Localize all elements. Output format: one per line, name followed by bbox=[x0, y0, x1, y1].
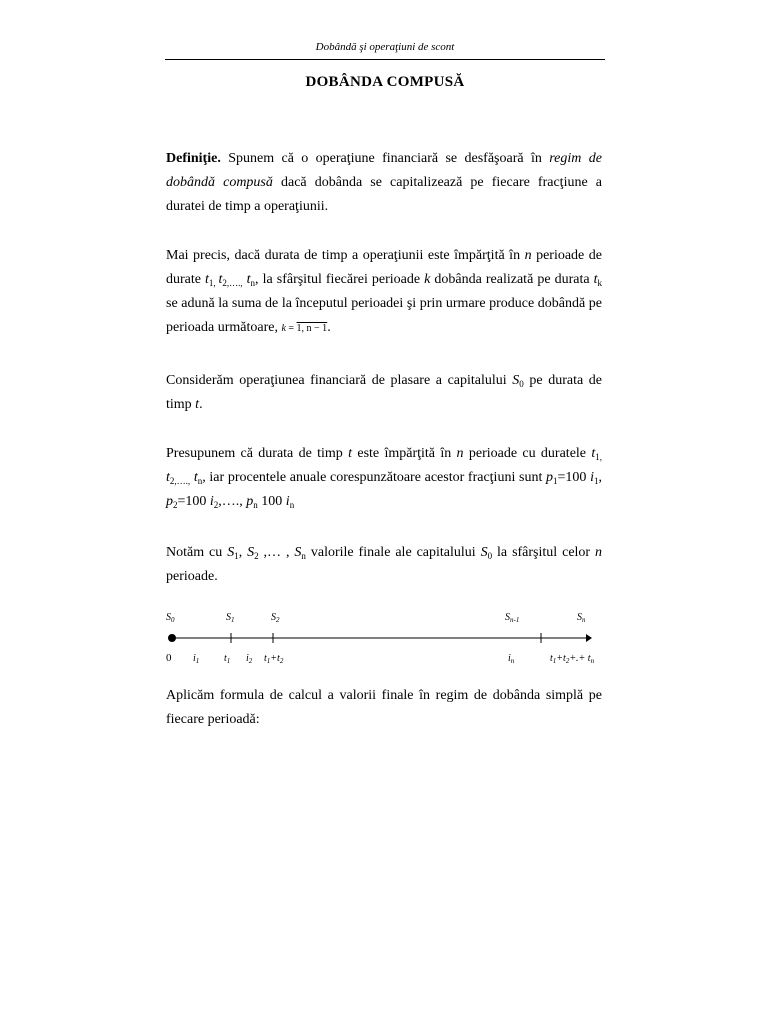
label-Sn: $S_n$ bbox=[577, 612, 586, 624]
label-zero: 0 bbox=[166, 652, 172, 664]
label-i2: $i_2$ bbox=[246, 653, 253, 665]
header-divider bbox=[165, 59, 605, 60]
paragraph-capital bbox=[166, 369, 602, 417]
label-S1: $S_1$ bbox=[226, 612, 235, 624]
definition-text-end: dacă dobânda se capitalizează pe fiecare fracţiune a duratei de timp a operaţiunii. bbox=[166, 175, 602, 214]
var-in: i bbox=[285, 494, 290, 509]
var-S0: S bbox=[512, 373, 520, 388]
text: , bbox=[598, 470, 602, 485]
text: Presupunem că durata de timp bbox=[166, 446, 349, 461]
timeline-origin-dot bbox=[168, 634, 176, 642]
text: . bbox=[199, 397, 203, 412]
subscript: k bbox=[597, 278, 602, 288]
text: , la sfârşitul fiecărei perioade bbox=[255, 272, 425, 287]
var-n: n bbox=[456, 446, 464, 461]
subscript: 2 bbox=[213, 500, 219, 510]
var-p1: p bbox=[546, 470, 554, 485]
var-S2: S bbox=[247, 545, 255, 560]
text: , iar procentele anuale corespunzătoare acestor fracţiuni sunt bbox=[202, 470, 547, 485]
var-tk: t bbox=[593, 272, 598, 287]
var-p2: p bbox=[166, 494, 173, 509]
text: Mai precis, dacă durata de timp a operaţiunii este împărţită în bbox=[166, 248, 525, 263]
text: perioade de durate bbox=[166, 248, 602, 287]
var-tn: t bbox=[242, 272, 251, 287]
subscript: 2,…., bbox=[222, 278, 243, 288]
label-S2: $S_2$ bbox=[271, 612, 280, 624]
definition-term: regim de dobândă compusă bbox=[166, 151, 602, 190]
subscript: 2 bbox=[173, 500, 178, 510]
subscript: 1 bbox=[553, 476, 558, 486]
range-var: k bbox=[281, 323, 286, 334]
subscript: 1 bbox=[594, 476, 599, 486]
label-Sn-1: $S_{n-1}$ bbox=[505, 612, 520, 624]
text: dobânda realizată pe durata bbox=[430, 272, 594, 287]
k-range bbox=[281, 323, 327, 334]
subscript: 2 bbox=[254, 551, 259, 561]
label-t1: $t_1$ bbox=[224, 653, 231, 665]
definition-label: Definiţie. bbox=[166, 151, 221, 166]
var-S0: S bbox=[480, 545, 488, 560]
var-t2: t bbox=[218, 272, 223, 287]
var-pn: p bbox=[246, 494, 254, 509]
timeline-diagram bbox=[160, 600, 610, 670]
subscript: 0 bbox=[487, 551, 493, 561]
paragraph-durations bbox=[166, 442, 602, 514]
var-n: n bbox=[524, 248, 532, 263]
text: este împărţită în bbox=[357, 446, 457, 461]
subscript: 1 bbox=[234, 551, 239, 561]
text: la sfârşitul celor bbox=[492, 545, 596, 560]
text: =100 bbox=[177, 494, 210, 509]
text: 100 bbox=[257, 494, 286, 509]
paragraph-final-values bbox=[166, 541, 602, 589]
var-i1: i bbox=[590, 470, 594, 485]
text: se adună la suma de la începutul perioadei şi prin urmare produce dobândă pe perioada următoare, bbox=[166, 296, 602, 335]
subscript: 1, bbox=[595, 452, 602, 462]
subscript: 0 bbox=[519, 379, 524, 389]
subscript: n bbox=[301, 551, 306, 561]
text: perioade cu duratele bbox=[468, 446, 592, 461]
var-tn: t bbox=[190, 470, 198, 485]
text: pe durata de timp bbox=[166, 373, 602, 412]
definition-paragraph bbox=[166, 147, 602, 219]
var-t1: t bbox=[205, 272, 209, 287]
label-sum-t: $t_1+t_2+.+ t_n$ bbox=[550, 653, 595, 665]
subscript: 2,…., bbox=[169, 476, 191, 486]
text: valorile finale ale capitalului bbox=[305, 545, 481, 560]
var-t2: t bbox=[166, 470, 170, 485]
label-t1-plus-t2: $t_1+t_2$ bbox=[264, 653, 284, 665]
label-S0: $S_0$ bbox=[166, 612, 175, 624]
var-n: n bbox=[595, 545, 603, 560]
text: Considerăm operaţiunea financiară de plasare a capitalului bbox=[166, 373, 513, 388]
range-eq: = bbox=[285, 323, 297, 334]
var-S1: S bbox=[227, 545, 235, 560]
var-t: t bbox=[195, 397, 200, 412]
text: , bbox=[238, 545, 248, 560]
paragraph-periods bbox=[166, 244, 602, 341]
subscript: n bbox=[253, 500, 258, 510]
subscript: n bbox=[250, 278, 256, 288]
var-k: k bbox=[424, 272, 431, 287]
var-i2: i bbox=[209, 494, 214, 509]
var-t1: t bbox=[591, 446, 596, 461]
label-i1: $i_1$ bbox=[193, 653, 200, 665]
page-title: DOBÂNDA COMPUSĂ bbox=[305, 74, 465, 90]
running-header: Dobândă şi operaţiuni de scont bbox=[315, 41, 455, 53]
text: =100 bbox=[557, 470, 591, 485]
var-Sn: S bbox=[294, 545, 302, 560]
label-in: $i_n$ bbox=[508, 653, 515, 665]
timeline-arrow-icon bbox=[586, 634, 592, 642]
range-value: 1, n − 1 bbox=[296, 323, 328, 334]
text: ,…., bbox=[218, 494, 247, 509]
text: . bbox=[327, 320, 331, 335]
subscript: 1, bbox=[208, 278, 219, 288]
var-t: t bbox=[348, 446, 353, 461]
text: Notăm cu bbox=[166, 545, 228, 560]
subscript: n bbox=[197, 476, 203, 486]
text: perioade. bbox=[166, 569, 218, 584]
definition-text: Spunem că o operaţiune financiară se desfăşoară în bbox=[220, 151, 550, 166]
text: ,… , bbox=[258, 545, 295, 560]
subscript: n bbox=[289, 500, 295, 510]
paragraph-formula-intro: Aplicăm formula de calcul a valorii finale în regim de dobânda simplă pe fiecare perioadă: bbox=[166, 688, 602, 727]
